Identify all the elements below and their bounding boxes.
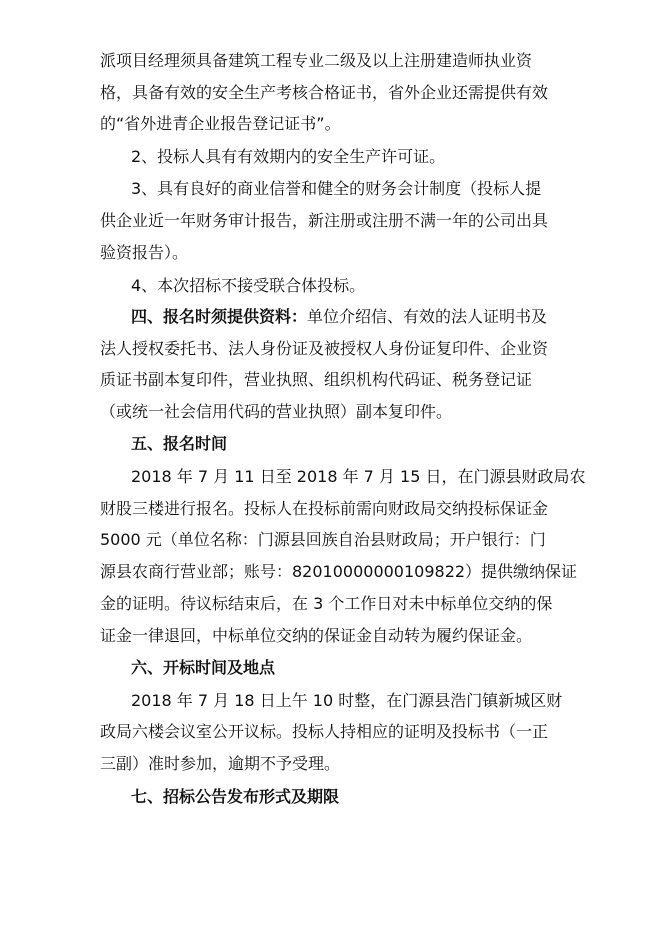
list-item-3: 3、具有良好的商业信誉和健全的财务会计制度（投标人提 xyxy=(131,179,542,198)
body-line: 验资报告）。 xyxy=(100,243,189,262)
section-four-first-line xyxy=(131,307,662,327)
section-heading-six: 六、开标时间及地点 xyxy=(131,658,276,677)
body-line: 源县农商行营业部；账号：82010000000109822）提供缴纳保证 xyxy=(100,562,578,581)
body-line: 证金一律退回，中标单位交纳的保证金自动转为履约保证金。 xyxy=(100,626,533,645)
body-line: 的“省外进青企业报告登记证书”。 xyxy=(100,114,341,133)
body-line: 三副）准时参加，逾期不予受理。 xyxy=(100,754,341,773)
body-line: 财股三楼进行报名。投标人在投标前需向财政局交纳投标保证金 xyxy=(100,499,549,518)
body-line: 法人授权委托书、法人身份证及被授权人身份证复印件、企业资 xyxy=(100,339,549,358)
section-four-text: 单位介绍信、有效的法人证明书及 xyxy=(307,307,548,326)
body-line: 质证书副本复印件，营业执照、组织机构代码证、税务登记证 xyxy=(100,370,533,389)
body-line: 政局六楼会议室公开议标。投标人持相应的证明及投标书（一正 xyxy=(100,722,549,741)
body-line: 2018 年 7 月 11 日至 2018 年 7 月 15 日，在门源县财政局农 xyxy=(131,467,586,486)
body-line: 格，具备有效的安全生产考核合格证书，省外企业还需提供有效 xyxy=(100,83,549,102)
section-heading-five: 五、报名时间 xyxy=(131,434,228,453)
body-line: 5000 元（单位名称：门源县回族自治县财政局；开户银行：门 xyxy=(100,530,546,549)
list-item-4: 4、本次招标不接受联合体投标。 xyxy=(131,276,366,295)
body-line: 金的证明。待议标结束后，在 3 个工作日对未中标单位交纳的保 xyxy=(100,594,553,613)
section-heading-seven: 七、招标公告发布形式及期限 xyxy=(131,787,340,806)
body-line: 派项目经理须具备建筑工程专业二级及以上注册建造师执业资 xyxy=(100,51,533,70)
section-heading-four: 四、报名时须提供资料： xyxy=(131,307,308,326)
body-line: （或统一社会信用代码的营业执照）副本复印件。 xyxy=(100,402,453,421)
body-line: 供企业近一年财务审计报告，新注册或注册不满一年的公司出具 xyxy=(100,211,549,230)
body-line: 2018 年 7 月 18 日上午 10 时整，在门源县浩门镇新城区财 xyxy=(131,691,563,710)
list-item-2: 2、投标人具有有效期内的安全生产许可证。 xyxy=(131,147,446,166)
